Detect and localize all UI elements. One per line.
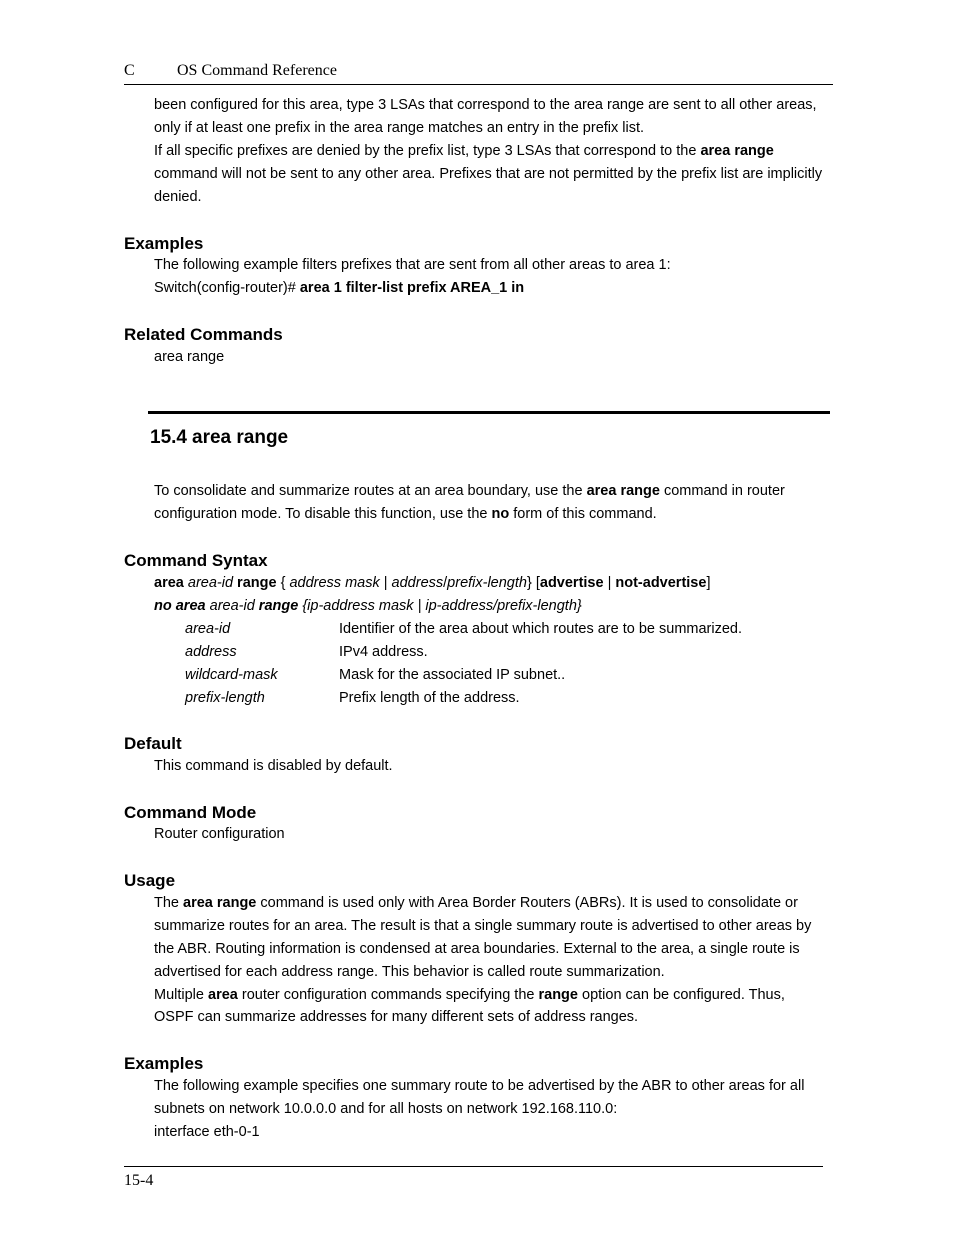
italic-run: area-id (187, 575, 234, 591)
param-desc-wildcard-mask: Mask for the associated IP subnet.. (339, 667, 566, 683)
param-name-prefix-length: prefix-length (185, 690, 265, 706)
intro-line-2 (154, 503, 657, 526)
usage-line-2: summarize routes for an area. The result is that a single summary route is advertised to other areas by (154, 918, 812, 934)
page-number: 15-4 (124, 1172, 154, 1189)
usage-line-6: OSPF can summarize addresses for many different sets of address ranges. (154, 1009, 639, 1025)
text-run: ] (706, 575, 711, 591)
bold-italic-run: range (258, 598, 299, 614)
bold-run: advertise (539, 575, 604, 591)
examples-2-line-2: subnets on network 10.0.0.0 and for all hosts on network 192.168.110.0: (154, 1101, 618, 1117)
text-run: / (443, 575, 448, 591)
italic-run: address (391, 575, 444, 591)
italic-run: address mask (289, 575, 380, 591)
text-run: The (154, 895, 184, 911)
usage-line-4: advertised for each address range. This behavior is called route summarization. (154, 964, 665, 980)
examples-2-line-3: interface eth-0-1 (154, 1124, 260, 1140)
section-title-text: area range (192, 427, 289, 448)
command-prompt: Switch(config-router)# (154, 280, 300, 296)
text-run: { (276, 575, 290, 591)
param-desc-address: IPv4 address. (339, 644, 428, 660)
top-paragraph-line-3 (154, 140, 774, 163)
related-commands-text: area range (154, 349, 225, 365)
related-commands-heading: Related Commands (124, 325, 283, 344)
top-paragraph-line-1: been configured for this area, type 3 LSAs that correspond to the area range are sent to all other areas, (154, 97, 817, 113)
command-mode-text: Router configuration (154, 826, 285, 842)
syntax-line-2 (154, 595, 582, 618)
bold-run: area range (700, 143, 774, 159)
usage-line-1 (154, 892, 798, 915)
bold-run: range (538, 987, 578, 1003)
text-run: form of this command. (509, 506, 657, 522)
top-paragraph-line-4: command will not be sent to any other area. Prefixes that are not permitted by the prefix list are implicitly (154, 166, 823, 182)
param-desc-prefix-length: Prefix length of the address. (339, 690, 520, 706)
syntax-line-1 (154, 572, 710, 595)
default-text: This command is disabled by default. (154, 758, 393, 774)
footer-rule (124, 1166, 823, 1167)
top-paragraph-line-2: only if at least one prefix in the area range matches an entry in the prefix list. (154, 120, 645, 136)
usage-line-5 (154, 984, 785, 1007)
header-title: OS Command Reference (177, 62, 337, 79)
header-left: C (124, 62, 135, 79)
text-run: command is used only with Area Border Routers (ABRs). It is used to consolidate or (256, 895, 798, 911)
italic-run: {ip-address mask | ip-address/prefix-length} (302, 598, 582, 614)
command-mode-heading: Command Mode (124, 803, 257, 822)
italic-run: area-id (209, 598, 255, 614)
top-paragraph-line-5: denied. (154, 189, 202, 205)
text-run: command in router (659, 483, 785, 499)
bold-run: area (208, 987, 238, 1003)
bold-run: no (491, 506, 510, 522)
section-number: 15.4 (150, 427, 187, 448)
param-name-address: address (185, 644, 237, 660)
command-text: area 1 filter-list prefix AREA_1 in (299, 280, 525, 296)
text-run: configuration mode. To disable this function, use the (154, 506, 492, 522)
examples-2-line-1: The following example specifies one summary route to be advertised by the ABR to other areas for all (154, 1078, 805, 1094)
usage-heading: Usage (124, 871, 176, 890)
bold-run: area range (586, 483, 660, 499)
header-rule (124, 84, 833, 85)
intro-line-1 (154, 480, 785, 503)
text-run: Multiple (154, 987, 208, 1003)
text-run: If all specific prefixes are denied by the prefix list, type 3 LSAs that correspond to the (154, 143, 701, 159)
text-run: option can be configured. Thus, (577, 987, 785, 1003)
page-header (124, 62, 833, 86)
bold-run: not-advertise (615, 575, 707, 591)
section-rule (148, 411, 830, 414)
section-title (150, 427, 288, 449)
text-run: router configuration commands specifying the (237, 987, 539, 1003)
default-heading: Default (124, 734, 182, 753)
examples-heading-2: Examples (124, 1054, 204, 1073)
text-run: | (603, 575, 616, 591)
bold-run: area (154, 575, 184, 591)
bold-run: range (237, 575, 277, 591)
param-desc-area-id: Identifier of the area about which routes are to be summarized. (339, 621, 742, 637)
param-name-area-id: area-id (185, 621, 231, 637)
text-run: | (379, 575, 392, 591)
bold-italic-run: no area (154, 598, 206, 614)
examples-1-line-1: The following example filters prefixes that are sent from all other areas to area 1: (154, 257, 671, 273)
bold-run: area range (183, 895, 257, 911)
param-name-wildcard-mask: wildcard-mask (185, 667, 278, 683)
italic-run: prefix-length (447, 575, 527, 591)
examples-1-command (154, 277, 524, 300)
text-run: } [ (526, 575, 540, 591)
command-syntax-heading: Command Syntax (124, 551, 268, 570)
examples-heading-1: Examples (124, 234, 204, 253)
usage-line-3: the ABR. Routing information is condensed at area boundaries. External to the area, a single route is (154, 941, 800, 957)
text-run: To consolidate and summarize routes at an area boundary, use the (154, 483, 587, 499)
